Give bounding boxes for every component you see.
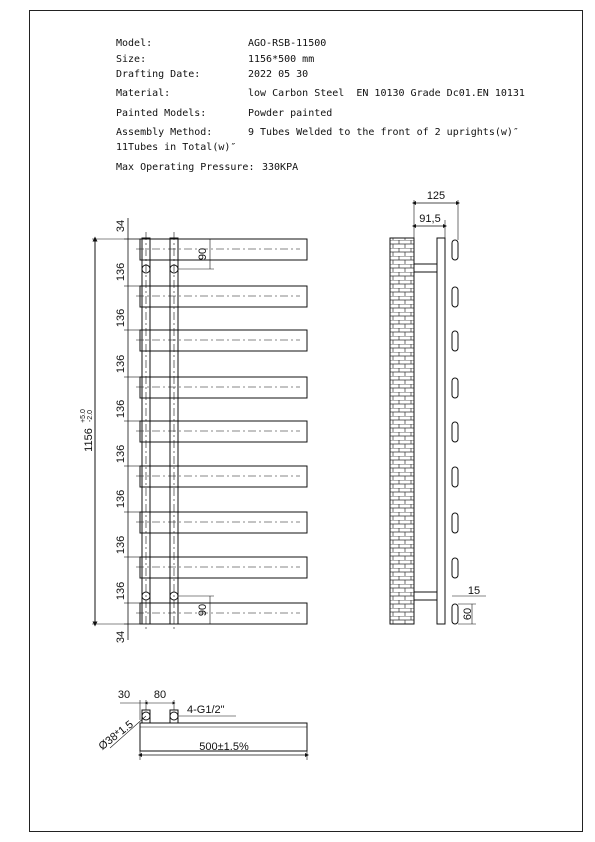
bracket-top bbox=[414, 264, 437, 272]
spec-pressure-value: 330KPA bbox=[262, 162, 299, 173]
tube-profile-3 bbox=[452, 331, 458, 351]
dim-spacing-5: 136 bbox=[115, 444, 127, 464]
spec-date-label: Drafting Date: bbox=[116, 69, 201, 80]
spec-painted-value: Powder painted bbox=[248, 108, 333, 119]
dim-tube-width: 15 bbox=[467, 585, 481, 597]
tube-5 bbox=[140, 421, 307, 442]
tube-2 bbox=[140, 286, 307, 307]
spec-pressure-label: Max Operating Pressure: bbox=[116, 162, 255, 173]
dim-centers: 80 bbox=[153, 689, 167, 701]
dim-height-tol-minus: -2.0 bbox=[87, 409, 94, 423]
tube-3 bbox=[140, 330, 307, 351]
dim-thread: 4-G1/2" bbox=[187, 704, 225, 716]
dim-spacing-3: 136 bbox=[115, 354, 127, 374]
tube-profile-2 bbox=[452, 287, 458, 307]
dim-spacing-1: 136 bbox=[115, 262, 127, 282]
tube-8 bbox=[140, 557, 307, 578]
dim-bottom: 34 bbox=[115, 630, 127, 644]
dim-spacing-2: 136 bbox=[115, 308, 127, 328]
tube-profile-5 bbox=[452, 422, 458, 442]
tube-6 bbox=[140, 466, 307, 487]
dim-width: 500±1.5% bbox=[199, 741, 249, 753]
dim-offset: 91,5 bbox=[419, 213, 441, 225]
spec-size-label: Size: bbox=[116, 54, 147, 65]
bracket-bottom bbox=[414, 592, 437, 600]
dim-valve-top: 90 bbox=[197, 247, 209, 261]
tube-profile-4 bbox=[452, 378, 458, 398]
dim-spacing-6: 136 bbox=[115, 489, 127, 509]
tube-1 bbox=[140, 239, 307, 260]
dim-total-height: 1156 bbox=[83, 428, 95, 452]
tube-profile-7 bbox=[452, 513, 458, 533]
side-view bbox=[390, 200, 486, 624]
dim-tube-height: 60 bbox=[462, 607, 474, 621]
spec-material-label: Material: bbox=[116, 88, 171, 99]
bottom-valve-right-circle bbox=[170, 712, 178, 720]
spec-painted-label: Painted Models: bbox=[116, 108, 207, 119]
dim-diameter: Ø38*1.5 bbox=[96, 718, 136, 753]
tube-profile-6 bbox=[452, 467, 458, 487]
dim-depth: 125 bbox=[426, 190, 446, 202]
spec-assembly-value: 9 Tubes Welded to the front of 2 uprights(w)″ bbox=[248, 127, 519, 138]
spec-material-value: low Carbon Steel EN 10130 Grade Dc01.EN 10131 bbox=[248, 88, 525, 99]
dim-top: 34 bbox=[115, 219, 127, 233]
spec-date-value: 2022 05 30 bbox=[248, 69, 309, 80]
tube-profile-1 bbox=[452, 240, 458, 260]
tube-4 bbox=[140, 377, 307, 398]
wall-section bbox=[390, 238, 414, 624]
dim-spacing-7: 136 bbox=[115, 535, 127, 555]
tube-7 bbox=[140, 512, 307, 533]
spec-assembly-label: Assembly Method: bbox=[116, 127, 213, 138]
dim-spacing-4: 136 bbox=[115, 399, 127, 419]
tube-profile-9 bbox=[452, 604, 458, 624]
dim-height-tol-plus: +5.0 bbox=[80, 409, 87, 423]
spec-model-value: AGO-RSB-11500 bbox=[248, 38, 327, 49]
dim-valve-bottom: 90 bbox=[197, 603, 209, 617]
tube-9 bbox=[140, 603, 307, 624]
tube-profile-8 bbox=[452, 558, 458, 578]
upright-side bbox=[437, 238, 445, 624]
dim-edge: 30 bbox=[117, 689, 131, 701]
spec-assembly-cont: 11Tubes in Total(w)″ bbox=[116, 142, 237, 153]
dim-spacing-8: 136 bbox=[115, 581, 127, 601]
spec-size-value: 1156*500 mm bbox=[248, 54, 315, 65]
spec-model-label: Model: bbox=[116, 38, 153, 49]
